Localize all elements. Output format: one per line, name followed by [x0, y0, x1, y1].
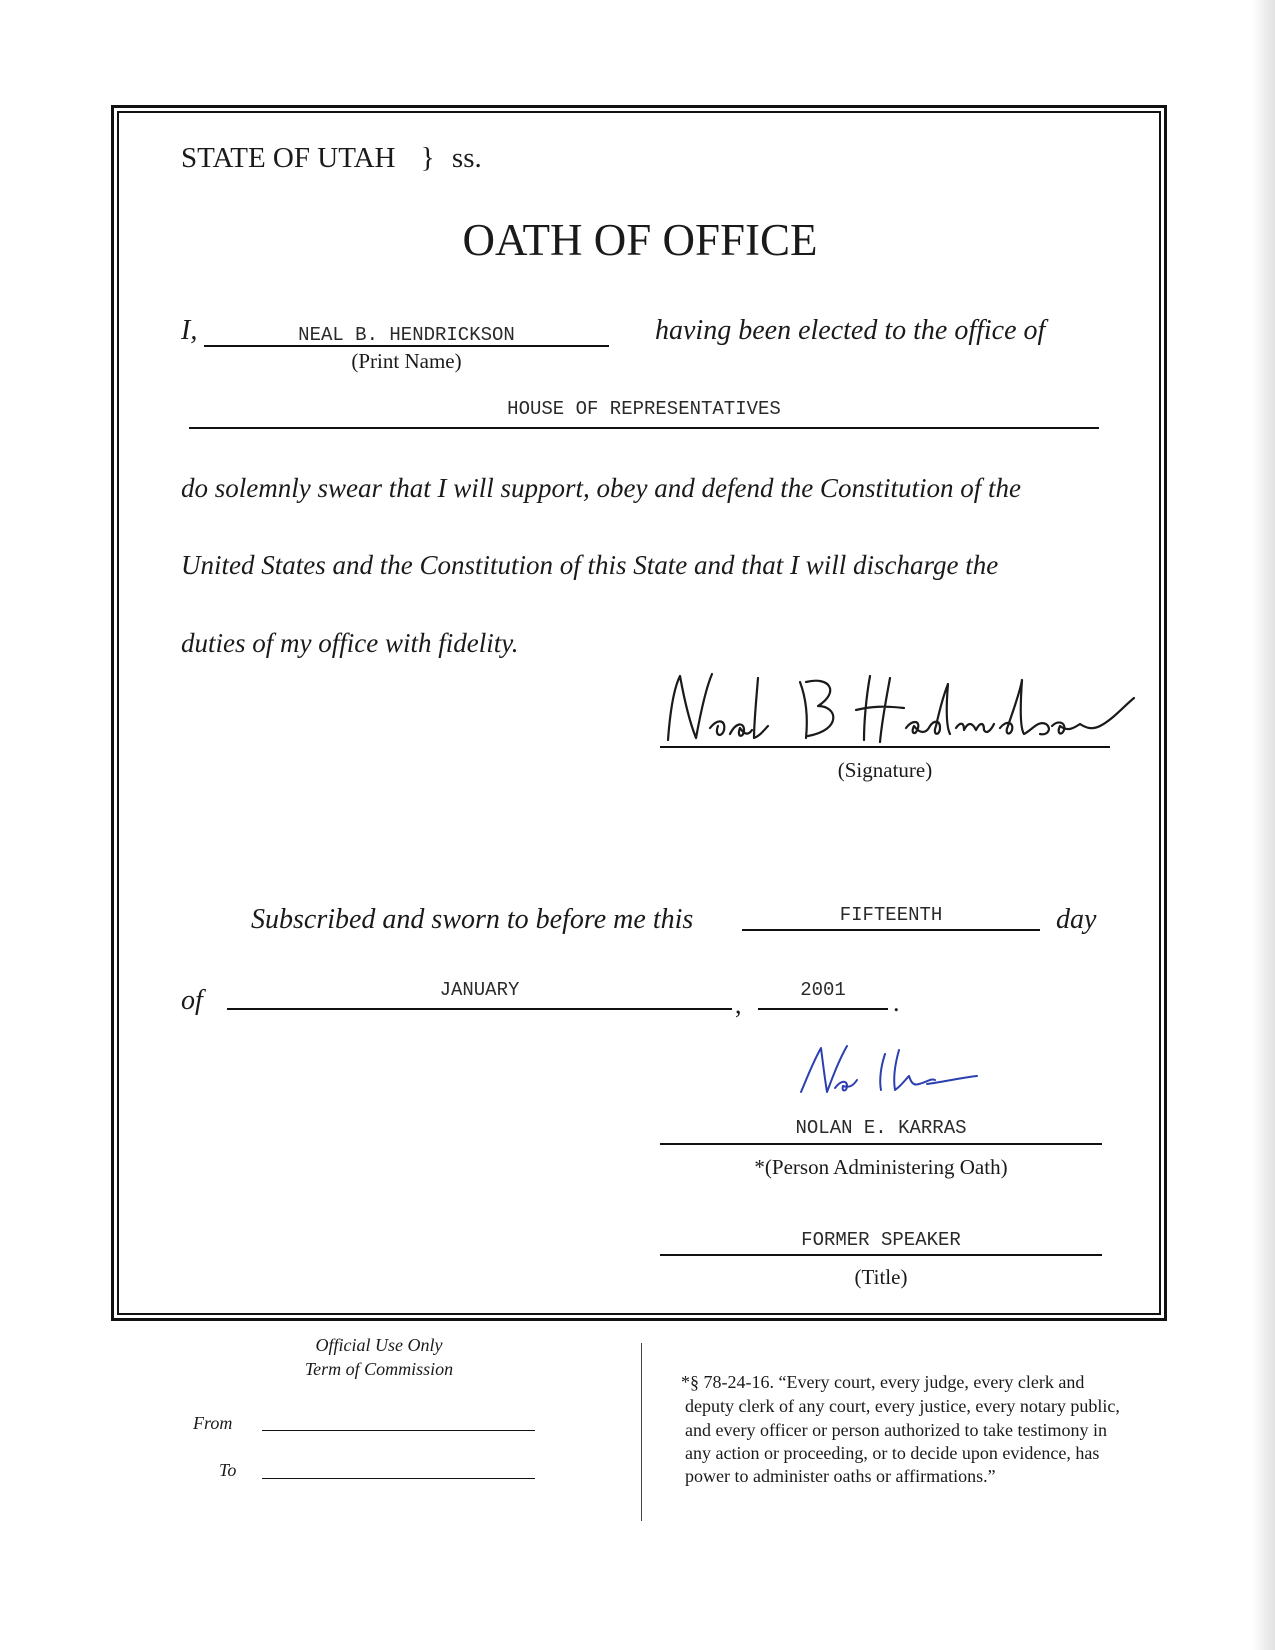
sworn-prefix: Subscribed and sworn to before me this	[251, 904, 694, 935]
administrator-name-caption: *(Person Administering Oath)	[754, 1155, 1008, 1179]
elected-text: having been elected to the office of	[655, 315, 1046, 346]
administrator-name-line	[660, 1143, 1102, 1145]
administrator-name-value: NOLAN E. KARRAS	[795, 1117, 967, 1139]
comma-glyph: ,	[735, 990, 742, 1019]
from-label: From	[193, 1413, 233, 1433]
footnote-line-4: any action or proceeding, or to decide upon evidence, has	[685, 1443, 1100, 1463]
to-line	[262, 1478, 535, 1479]
signature-caption: (Signature)	[837, 758, 933, 782]
page-title: OATH OF OFFICE	[462, 215, 818, 265]
footnote-line-3: and every officer or person authorized to take testimony in	[685, 1420, 1108, 1440]
term-of-commission-heading: Term of Commission	[304, 1359, 454, 1379]
administrator-signature	[795, 1040, 985, 1100]
state-name: STATE OF UTAH	[181, 142, 396, 174]
oath-text-line-1: do solemnly swear that I will support, obey and defend the Constitution of the	[181, 473, 1021, 503]
brace-glyph: }	[420, 142, 435, 174]
year-line	[758, 1008, 888, 1010]
section-divider	[641, 1343, 642, 1521]
year-value: 2001	[800, 979, 846, 1001]
officer-signature	[660, 668, 1140, 748]
period-glyph: .	[893, 988, 900, 1017]
oath-text-line-3: duties of my office with fidelity.	[181, 628, 519, 658]
office-line	[189, 427, 1099, 429]
administrator-title-caption: (Title)	[854, 1265, 908, 1289]
administrator-title-value: FORMER SPEAKER	[801, 1229, 961, 1251]
day-line	[742, 929, 1040, 931]
ss-label: ss.	[451, 142, 482, 174]
administrator-title-line	[660, 1254, 1102, 1256]
state-heading	[181, 142, 482, 175]
oath-text-line-2: United States and the Constitution of this State and that I will discharge the	[181, 550, 999, 580]
to-label: To	[219, 1460, 237, 1480]
footnote-line-2: deputy clerk of any court, every justice, every notary public,	[685, 1396, 1120, 1416]
print-name-line	[204, 345, 609, 347]
footnote-line-5: power to administer oaths or affirmations.”	[685, 1466, 996, 1486]
print-name-caption: (Print Name)	[351, 349, 462, 373]
footnote-line-1: *§ 78-24-16. “Every court, every judge, every clerk and	[681, 1372, 1085, 1392]
print-name-value: NEAL B. HENDRICKSON	[298, 324, 515, 346]
month-line	[227, 1008, 732, 1010]
month-value: JANUARY	[439, 979, 520, 1001]
from-line	[262, 1430, 535, 1431]
day-value: FIFTEENTH	[839, 904, 943, 926]
of-word: of	[181, 985, 203, 1016]
day-word: day	[1056, 904, 1097, 935]
office-value: HOUSE OF REPRESENTATIVES	[507, 398, 781, 420]
signature-line	[660, 746, 1110, 748]
official-use-heading: Official Use Only	[315, 1335, 443, 1355]
i-prefix: I,	[181, 315, 198, 346]
